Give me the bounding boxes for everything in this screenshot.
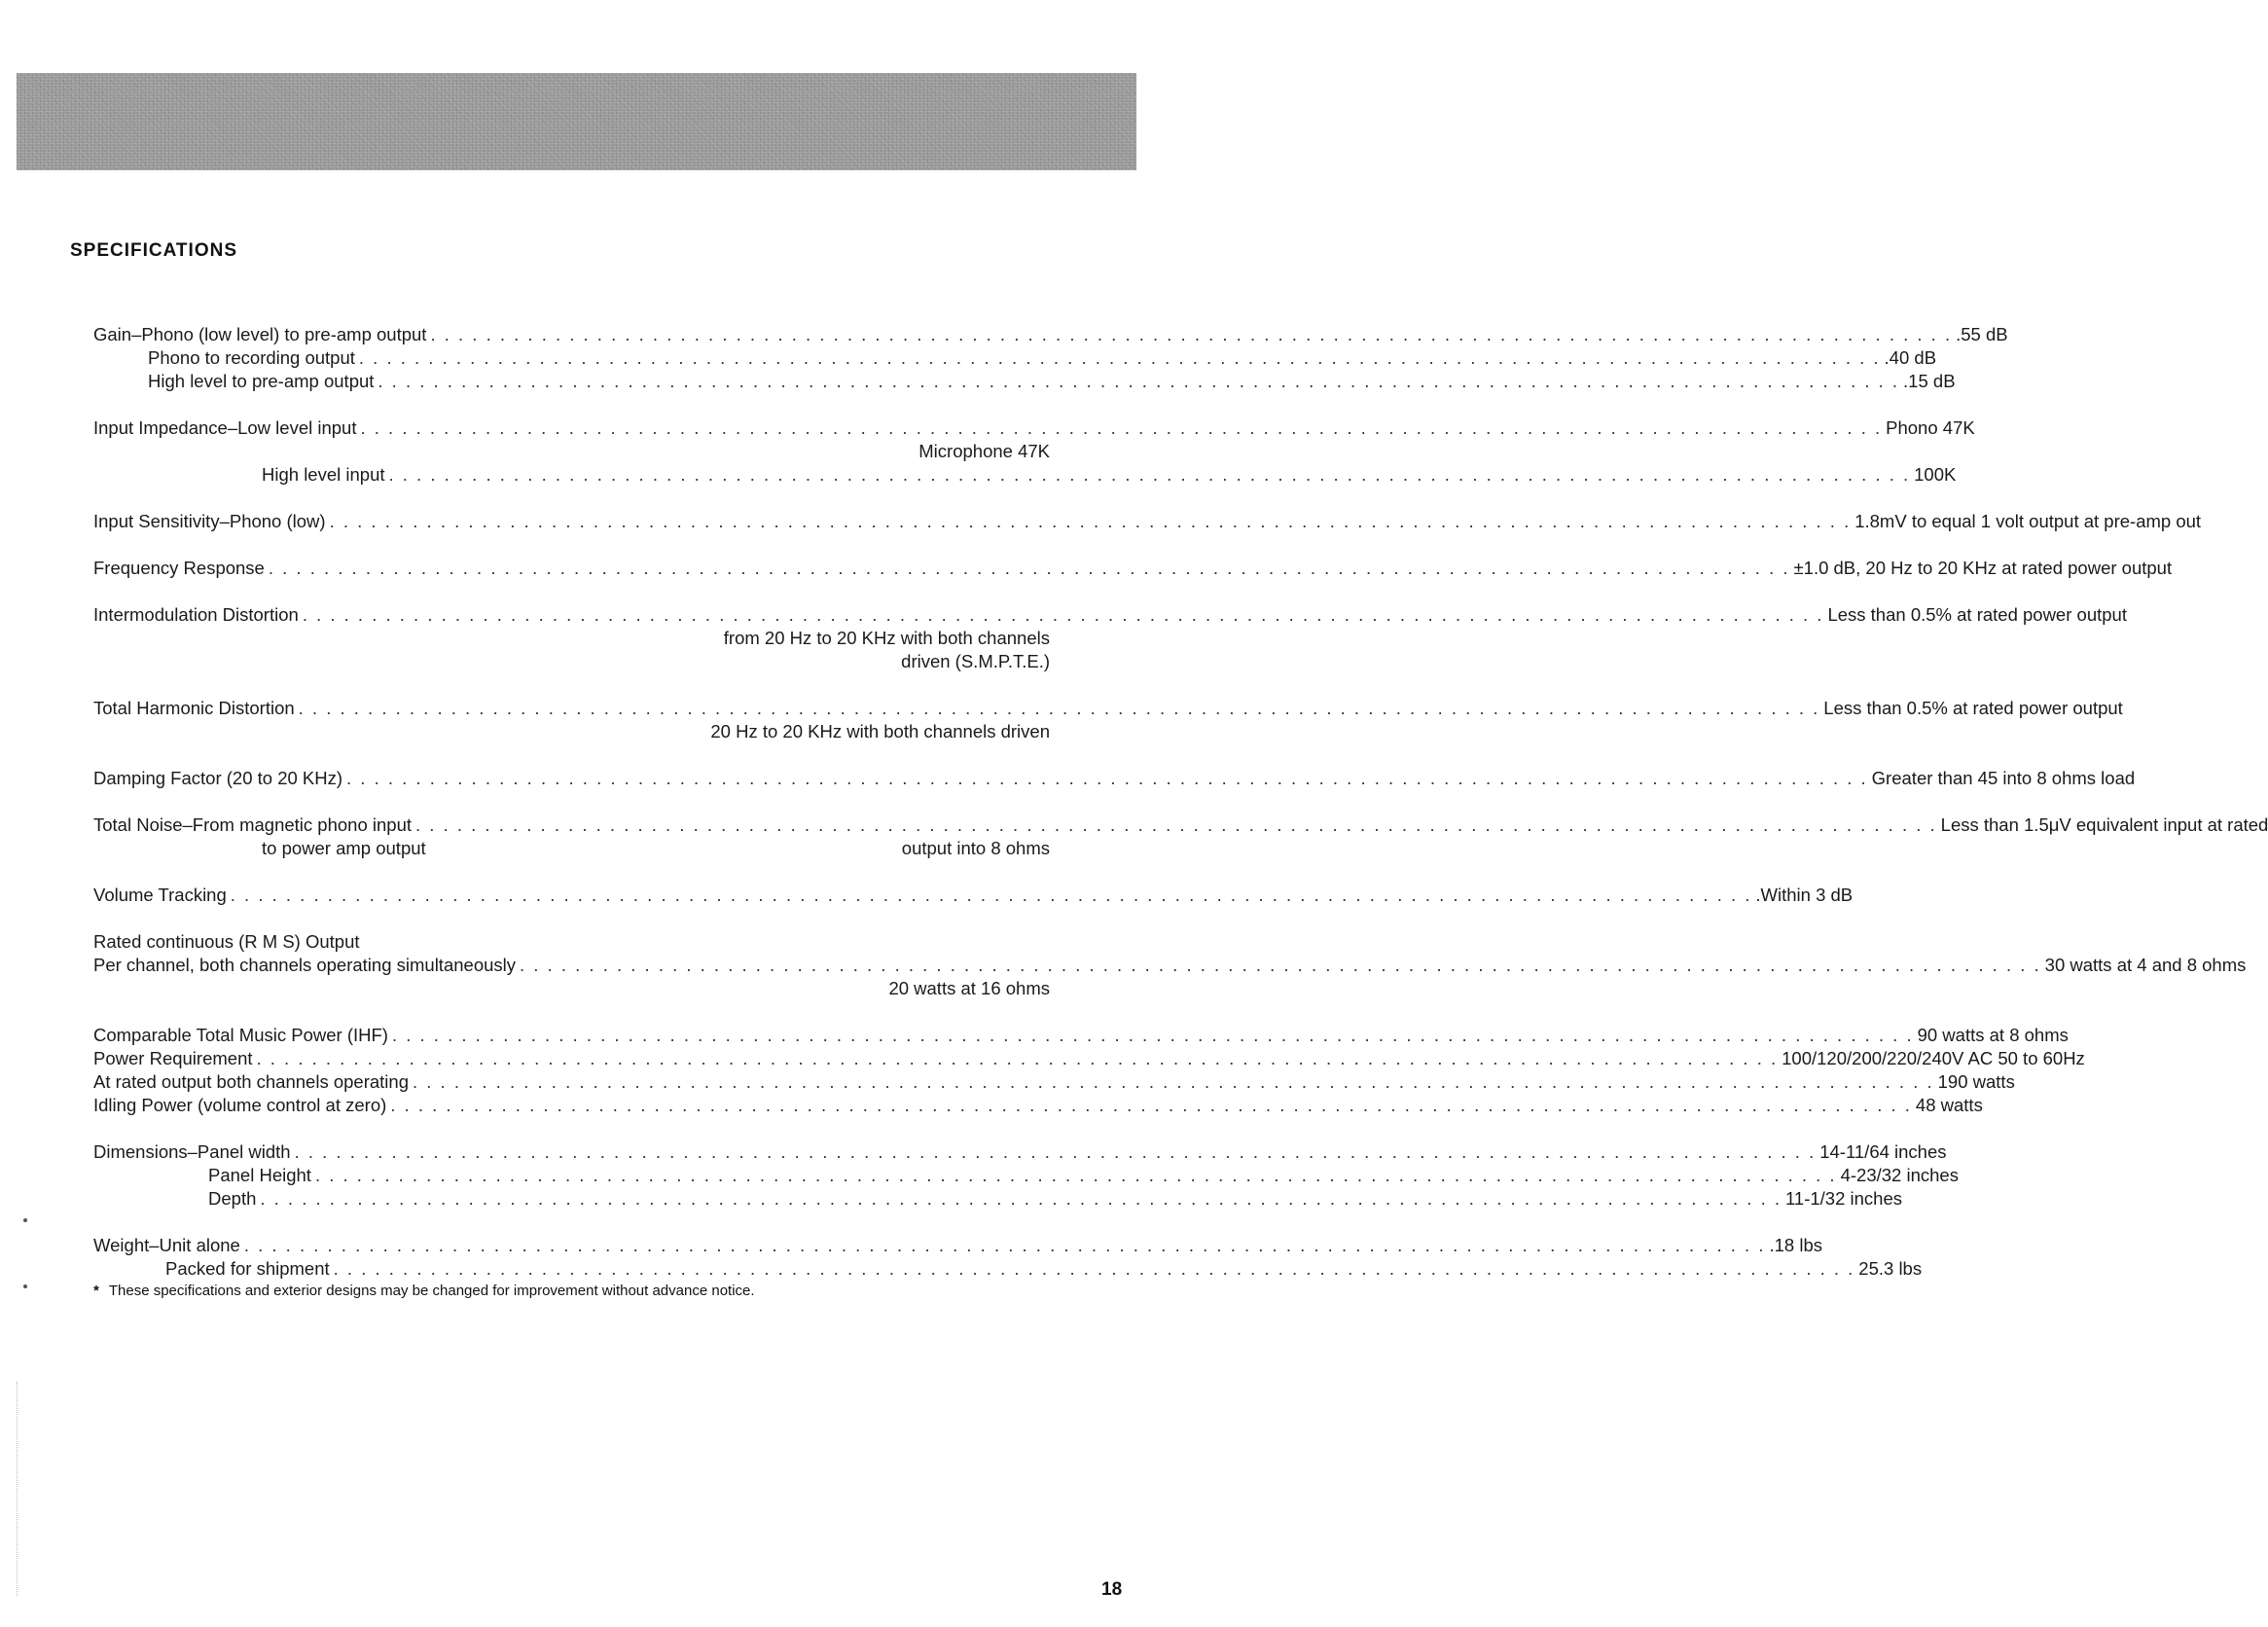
spec-label: Phono to recording output [148, 347, 355, 368]
spec-row [93, 511, 2202, 534]
header-band [17, 73, 1136, 170]
spec-row [93, 417, 1975, 441]
spec-group-impedance [93, 417, 1975, 488]
spec-label: Intermodulation Distortion [93, 604, 299, 625]
dot-leader: . . . . . . . . . . . . . . . . . . . . . . . . . . . . . . . . . . . . . . . . . . . . . . . . . . . . . . . . . . . . . . . . . . . . . . . . . . . . . . . . . . . . . . . . . . . . . . . . . . . . . . . . . . . . . . [230, 885, 1752, 905]
dot-leader: . . . . . . . . . . . . . . . . . . . . . . . . . . . . . . . . . . . . . . . . . . . . . . . . . . . . . . . . . . . . . . . . . . . . . . . . . . . . . . . . . . . . . . . . . . . . . . . . . . . . . . . . . . . . . . [413, 1071, 1934, 1092]
spec-row [93, 1095, 1983, 1118]
spec-value-continued: 20 watts at 16 ohms [888, 978, 1050, 998]
footnote [93, 1283, 755, 1299]
spec-value: Phono 47K [1886, 417, 1975, 438]
spec-row [93, 347, 1937, 371]
spec-row [93, 371, 1956, 394]
dot-leader: . . . . . . . . . . . . . . . . . . . . . . . . . . . . . . . . . . . . . . . . . . . . . . . . . . . . . . . . . . . . . . . . . . . . . . . . . . . . . . . . . . . . . . . . . . . . . . . . . . . . . . . . . . . . . . [415, 814, 1937, 835]
spec-value: 190 watts [1937, 1071, 2015, 1092]
page-title: SPECIFICATIONS [70, 240, 237, 261]
spec-row [93, 1258, 1923, 1282]
spec-row [93, 604, 2127, 628]
spec-group-power [93, 1025, 2085, 1118]
dot-leader: . . . . . . . . . . . . . . . . . . . . . . . . . . . . . . . . . . . . . . . . . . . . . . . . . . . . . . . . . . . . . . . . . . . . . . . . . . . . . . . . . . . . . . . . . . . . . . . . . . . . . . . . . . . . . . [360, 417, 1883, 438]
spec-row [93, 838, 1050, 861]
spec-label: At rated output both channels operating [93, 1071, 409, 1092]
spec-label: Input Impedance–Low level input [93, 417, 357, 438]
spec-value-continued: driven (S.M.P.T.E.) [901, 651, 1050, 671]
dot-leader: . . . . . . . . . . . . . . . . . . . . . . . . . . . . . . . . . . . . . . . . . . . . . . . . . . . . . . . . . . . . . . . . . . . . . . . . . . . . . . . . . . . . . . . . . . . . . . . . . . . . . . . . . . . . . . [302, 604, 1824, 625]
footnote-text: These specifications and exterior designs may be changed for improvement without advance notice. [108, 1283, 755, 1299]
spec-row [93, 1071, 2015, 1095]
spec-row [93, 1025, 2069, 1048]
dot-leader: . . . . . . . . . . . . . . . . . . . . . . . . . . . . . . . . . . . . . . . . . . . . . . . . . . . . . . . . . . . . . . . . . . . . . . . . . . . . . . . . . . . . . . . . . . . . . . . . . . . . . . . . . . . . . . [346, 768, 1868, 788]
spec-value: .Within 3 dB [1755, 885, 1854, 905]
margin-rule [17, 1382, 18, 1596]
dot-leader: . . . . . . . . . . . . . . . . . . . . . . . . . . . . . . . . . . . . . . . . . . . . . . . . . . . . . . . . . . . . . . . . . . . . . . . . . . . . . . . . . . . . . . . . . . . . . . . . . . . . . . . . . . . . . . [294, 1141, 1817, 1162]
dot-leader: . . . . . . . . . . . . . . . . . . . . . . . . . . . . . . . . . . . . . . . . . . . . . . . . . . . . . . . . . . . . . . . . . . . . . . . . . . . . . . . . . . . . . . . . . . . . . . . . . . . . . . . . . . . . . . [520, 955, 2041, 975]
dot-leader: . . . . . . . . . . . . . . . . . . . . . . . . . . . . . . . . . . . . . . . . . . . . . . . . . . . . . . . . . . . . . . . . . . . . . . . . . . . . . . . . . . . . . . . . . . . . . . . . . . . . . . . . . . . . . . [329, 511, 1852, 531]
spec-label: High level to pre-amp output [148, 371, 375, 391]
spec-value: 25.3 lbs [1858, 1258, 1923, 1279]
spec-label: Dimensions–Panel width [93, 1141, 291, 1162]
spec-value: 48 watts [1915, 1095, 1983, 1115]
spec-label: Frequency Response [93, 558, 265, 578]
spec-row [93, 768, 2136, 791]
spec-value: Greater than 45 into 8 ohms load [1871, 768, 2136, 788]
spec-label: Power Requirement [93, 1048, 253, 1068]
dot-leader: . . . . . . . . . . . . . . . . . . . . . . . . . . . . . . . . . . . . . . . . . . . . . . . . . . . . . . . . . . . . . . . . . . . . . . . . . . . . . . . . . . . . . . . . . . . . . . . . . . . . . . . . . . . . . . [256, 1048, 1779, 1068]
spec-group-rated-output [93, 931, 2247, 1001]
spec-value: 11-1/32 inches [1785, 1188, 1903, 1209]
spec-group-imd [93, 604, 2127, 674]
spec-row [93, 1188, 1903, 1211]
spec-value: .55 dB [1956, 324, 2008, 344]
spec-label: Comparable Total Music Power (IHF) [93, 1025, 388, 1045]
spec-value: 100K [1914, 464, 1957, 485]
spec-label: Volume Tracking [93, 885, 227, 905]
spec-group-noise [93, 814, 2268, 861]
spec-value: .15 dB [1903, 371, 1956, 391]
specifications-list [93, 324, 2268, 1305]
spec-value-continued: 20 Hz to 20 KHz with both channels driven [710, 721, 1050, 741]
spec-group-sensitivity [93, 511, 2202, 534]
spec-row [93, 885, 1854, 908]
spec-row [93, 955, 2247, 978]
margin-dot [23, 1218, 27, 1222]
dot-leader: . . . . . . . . . . . . . . . . . . . . . . . . . . . . . . . . . . . . . . . . . . . . . . . . . . . . . . . . . . . . . . . . . . . . . . . . . . . . . . . . . . . . . . . . . . . . . . . . . . . . . . . . . . . . . . [298, 698, 1820, 718]
spec-label: Packed for shipment [165, 1258, 330, 1279]
spec-label: Idling Power (volume control at zero) [93, 1095, 387, 1115]
spec-row [93, 1141, 1947, 1165]
footnote-asterisk: * [93, 1283, 99, 1299]
spec-value: Less than 0.5% at rated power output [1823, 698, 2123, 718]
spec-label: Weight–Unit alone [93, 1235, 240, 1255]
spec-label: Input Sensitivity–Phono (low) [93, 511, 326, 531]
dot-leader: . . . . . . . . . . . . . . . . . . . . . . . . . . . . . . . . . . . . . . . . . . . . . . . . . . . . . . . . . . . . . . . . . . . . . . . . . . . . . . . . . . . . . . . . . . . . . . . . . . . . . . . . . . . . . . [358, 347, 1881, 368]
spec-heading [93, 931, 1050, 955]
spec-group-gain [93, 324, 2008, 394]
spec-value-continued: Microphone 47K [918, 441, 1050, 461]
spec-label: Panel Height [208, 1165, 311, 1185]
spec-label: Total Harmonic Distortion [93, 698, 295, 718]
dot-leader: . . . . . . . . . . . . . . . . . . . . . . . . . . . . . . . . . . . . . . . . . . . . . . . . . . . . . . . . . . . . . . . . . . . . . . . . . . . . . . . . . . . . . . . . . . . . . . . . . . . . . . . . . . . . . . [378, 371, 1900, 391]
dot-leader: . . . . . . . . . . . . . . . . . . . . . . . . . . . . . . . . . . . . . . . . . . . . . . . . . . . . . . . . . . . . . . . . . . . . . . . . . . . . . . . . . . . . . . . . . . . . . . . . . . . . . . . . . . . . . . [390, 1095, 1912, 1115]
spec-value-continued: from 20 Hz to 20 KHz with both channels [723, 628, 1050, 648]
spec-label: Depth [208, 1188, 257, 1209]
spec-row [93, 1165, 1959, 1188]
dot-leader: . . . . . . . . . . . . . . . . . . . . . . . . . . . . . . . . . . . . . . . . . . . . . . . . . . . . . . . . . . . . . . . . . . . . . . . . . . . . . . . . . . . . . . . . . . . . . . . . . . . . . . . . . . . . . . [268, 558, 1790, 578]
spec-group-damping [93, 768, 2136, 791]
spec-row [93, 558, 2173, 581]
dot-leader: . . . . . . . . . . . . . . . . . . . . . . . . . . . . . . . . . . . . . . . . . . . . . . . . . . . . . . . . . . . . . . . . . . . . . . . . . . . . . . . . . . . . . . . . . . . . . . . . . . . . . . . . . . . . . . [430, 324, 1953, 344]
spec-group-thd [93, 698, 2123, 744]
spec-value: ±1.0 dB, 20 Hz to 20 KHz at rated power output [1793, 558, 2173, 578]
spec-label: High level input [262, 464, 385, 485]
spec-group-tracking [93, 885, 1854, 908]
spec-row [93, 324, 2008, 347]
margin-dot [23, 1284, 27, 1288]
spec-group-dimensions [93, 1141, 1959, 1211]
dot-leader: . . . . . . . . . . . . . . . . . . . . . . . . . . . . . . . . . . . . . . . . . . . . . . . . . . . . . . . . . . . . . . . . . . . . . . . . . . . . . . . . . . . . . . . . . . . . . . . . . . . . . . . . . . . . . . [314, 1165, 1837, 1185]
spec-value: .18 lbs [1769, 1235, 1822, 1255]
spec-label: Per channel, both channels operating simultaneously [93, 955, 517, 975]
spec-row [93, 464, 1957, 488]
dot-leader: . . . . . . . . . . . . . . . . . . . . . . . . . . . . . . . . . . . . . . . . . . . . . . . . . . . . . . . . . . . . . . . . . . . . . . . . . . . . . . . . . . . . . . . . . . . . . . . . . . . . . . . . . . . . . . [333, 1258, 1855, 1279]
spec-label: Gain–Phono (low level) to pre-amp output [93, 324, 427, 344]
spec-label: Rated continuous (R M S) Output [93, 931, 360, 952]
dot-leader: . . . . . . . . . . . . . . . . . . . . . . . . . . . . . . . . . . . . . . . . . . . . . . . . . . . . . . . . . . . . . . . . . . . . . . . . . . . . . . . . . . . . . . . . . . . . . . . . . . . . . . . . . . . . . . [388, 464, 1911, 485]
spec-label: to power amp output [262, 838, 426, 858]
dot-leader: . . . . . . . . . . . . . . . . . . . . . . . . . . . . . . . . . . . . . . . . . . . . . . . . . . . . . . . . . . . . . . . . . . . . . . . . . . . . . . . . . . . . . . . . . . . . . . . . . . . . . . . . . . . . . . [260, 1188, 1782, 1209]
spec-value: Less than 0.5% at rated power output [1827, 604, 2127, 625]
spec-value: 90 watts at 8 ohms [1917, 1025, 2069, 1045]
page-number: 18 [1101, 1579, 1123, 1600]
spec-row [93, 814, 2268, 838]
spec-group-frequency [93, 558, 2173, 581]
spec-value: 4-23/32 inches [1840, 1165, 1959, 1185]
spec-group-weight [93, 1235, 1923, 1282]
dot-leader: . . . . . . . . . . . . . . . . . . . . . . . . . . . . . . . . . . . . . . . . . . . . . . . . . . . . . . . . . . . . . . . . . . . . . . . . . . . . . . . . . . . . . . . . . . . . . . . . . . . . . . . . . . . . . . [243, 1235, 1766, 1255]
spec-value: output into 8 ohms [901, 838, 1050, 858]
spec-row [93, 1048, 2085, 1071]
spec-value: 30 watts at 4 and 8 ohms [2044, 955, 2247, 975]
spec-value: .40 dB [1884, 347, 1937, 368]
spec-value: 1.8mV to equal 1 volt output at pre-amp out [1854, 511, 2202, 531]
spec-label: Damping Factor (20 to 20 KHz) [93, 768, 343, 788]
spec-value: 14-11/64 inches [1819, 1141, 1947, 1162]
spec-row [93, 1235, 1822, 1258]
spec-label: Total Noise–From magnetic phono input [93, 814, 413, 835]
spec-value: Less than 1.5μV equivalent input at rated [1940, 814, 2268, 835]
spec-value: 100/120/200/220/240V AC 50 to 60Hz [1782, 1048, 2085, 1068]
dot-leader: . . . . . . . . . . . . . . . . . . . . . . . . . . . . . . . . . . . . . . . . . . . . . . . . . . . . . . . . . . . . . . . . . . . . . . . . . . . . . . . . . . . . . . . . . . . . . . . . . . . . . . . . . . . . . . [391, 1025, 1914, 1045]
spec-row [93, 698, 2123, 721]
